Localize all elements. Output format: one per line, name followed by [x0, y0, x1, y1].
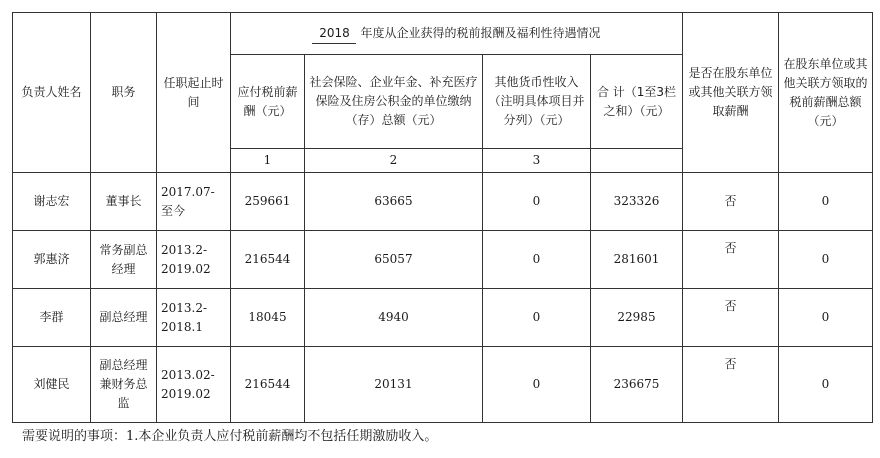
header-group-title: 年度从企业获得的税前报酬及福利性待遇情况: [360, 25, 601, 40]
cell-name: 郭惠济: [13, 231, 91, 289]
cell-other: 0: [483, 231, 591, 289]
header-group: [231, 13, 683, 55]
cell-other: 0: [483, 347, 591, 423]
cell-total: 281601: [591, 231, 683, 289]
table-row: [13, 173, 873, 231]
cell-related: 否: [683, 289, 779, 347]
cell-other: 0: [483, 289, 591, 347]
header-other: 其他货币性收入（注明具体项目并分列）（元）: [483, 55, 591, 149]
cell-other: 0: [483, 173, 591, 231]
cell-related-total: 0: [779, 289, 873, 347]
salary-table: [12, 12, 873, 423]
table-row: [13, 289, 873, 347]
cell-total: 22985: [591, 289, 683, 347]
col-num-1: 1: [231, 149, 305, 173]
cell-social: 63665: [305, 173, 483, 231]
header-related-total: 在股东单位或其他关联方领取的税前薪酬总额（元）: [779, 13, 873, 173]
cell-position: 副总经理: [91, 289, 157, 347]
header-term: 任职起止时间: [157, 13, 231, 173]
header-social: 社会保险、企业年金、补充医疗保险及住房公积金的单位缴纳（存）总额（元）: [305, 55, 483, 149]
cell-name: 刘健民: [13, 347, 91, 423]
cell-position: 常务副总经理: [91, 231, 157, 289]
cell-social: 65057: [305, 231, 483, 289]
header-total: 合 计（1至3栏之和）（元）: [591, 55, 683, 149]
cell-position: 董事长: [91, 173, 157, 231]
cell-name: 谢志宏: [13, 173, 91, 231]
cell-term: 2013.02-2019.02: [157, 347, 231, 423]
cell-social: 20131: [305, 347, 483, 423]
cell-term: 2013.2-2018.1: [157, 289, 231, 347]
cell-salary: 216544: [231, 347, 305, 423]
table-row: [13, 347, 873, 423]
col-num-3: 3: [483, 149, 591, 173]
table-row: [13, 231, 873, 289]
header-group-year: 2018: [312, 24, 356, 44]
header-salary: 应付税前薪酬（元）: [231, 55, 305, 149]
cell-total: 236675: [591, 347, 683, 423]
cell-position: 副总经理兼财务总监: [91, 347, 157, 423]
cell-salary: 216544: [231, 231, 305, 289]
cell-related-total: 0: [779, 173, 873, 231]
cell-salary: 259661: [231, 173, 305, 231]
cell-related-total: 0: [779, 231, 873, 289]
cell-term: 2013.2-2019.02: [157, 231, 231, 289]
cell-salary: 18045: [231, 289, 305, 347]
header-position: 职务: [91, 13, 157, 173]
cell-name: 李群: [13, 289, 91, 347]
cell-social: 4940: [305, 289, 483, 347]
cell-related: 否: [683, 347, 779, 423]
col-num-blank: [591, 149, 683, 173]
footnote: 需要说明的事项：1.本企业负责人应付税前薪酬均不包括任期激励收入。: [22, 429, 438, 444]
cell-related-total: 0: [779, 347, 873, 423]
col-num-2: 2: [305, 149, 483, 173]
header-related: 是否在股东单位或其他关联方领取薪酬: [683, 13, 779, 173]
cell-total: 323326: [591, 173, 683, 231]
cell-term: 2017.07-至今: [157, 173, 231, 231]
cell-related: 否: [683, 231, 779, 289]
cell-related: 否: [683, 173, 779, 231]
header-name: 负责人姓名: [13, 13, 91, 173]
